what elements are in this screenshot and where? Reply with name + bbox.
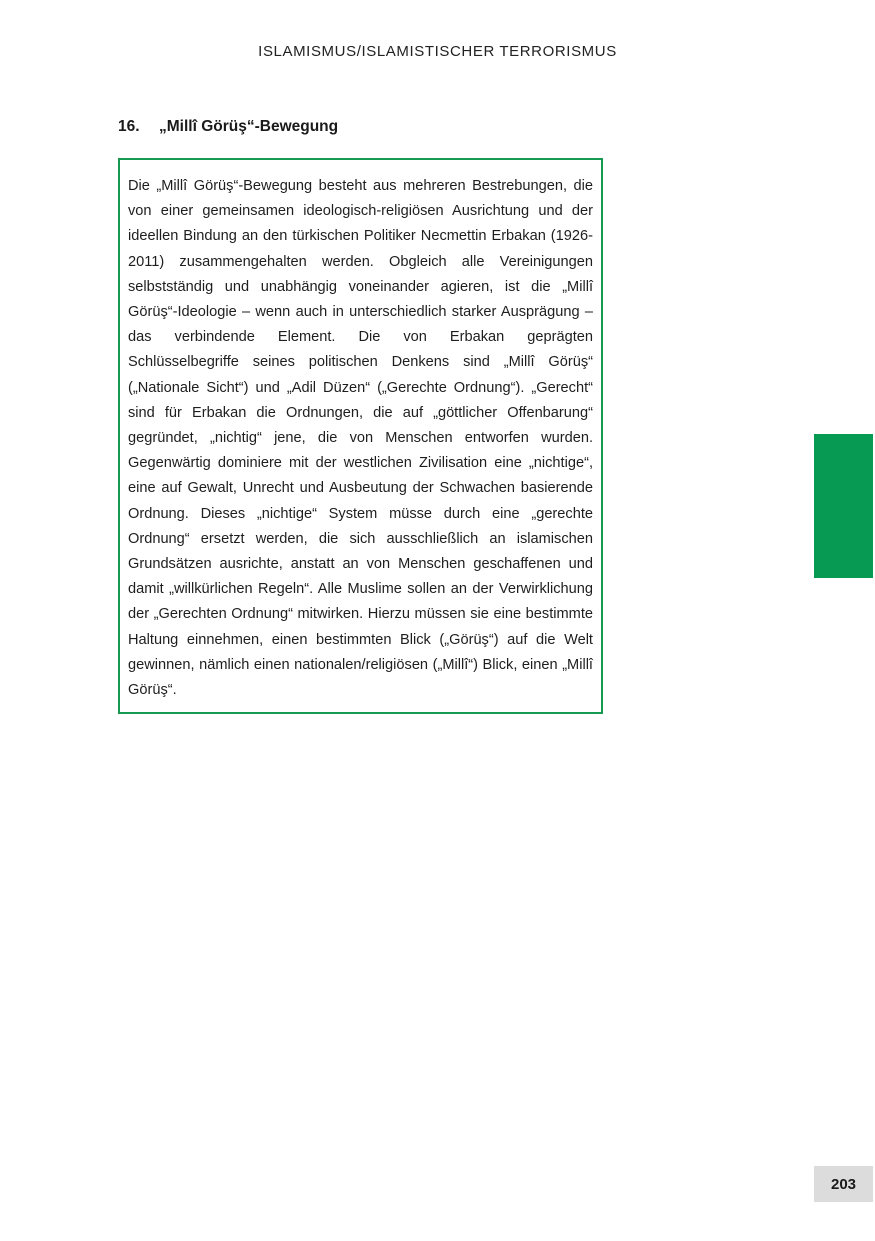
chapter-marker-tab	[814, 434, 873, 578]
section-heading	[118, 118, 338, 136]
running-header: ISLAMISMUS/ISLAMISTISCHER TERRORISMUS	[258, 43, 617, 60]
section-number: 16.	[118, 118, 140, 135]
info-box	[118, 158, 603, 714]
info-box-text: Die „Millî Görüş“-Bewegung besteht aus mehreren Bestrebungen, die von einer gemeinsamen ideologisch-religiösen Ausrichtung und der ideellen Bindung an den türkischen Politiker Necmettin Erbakan (1926-2011) zusammengehalten werden. Obgleich alle Vereinigungen selbstständig und unabhängig voneinander agieren, ist die „Millî Görüş“-Ideologie – wenn auch in unterschiedlich starker Ausprägung – das verbindende Element. Die von Erbakan geprägten Schlüsselbegriffe seines politischen Denkens sind „Millî Görüş“ („Nationale Sicht“) und „Adil Düzen“ („Gerechte Ordnung“). „Gerecht“ sind für Erbakan die Ordnungen, die auf „göttlicher Offenbarung“ gegründet, „nichtig“ jene, die von Menschen entworfen wurden. Gegenwärtig dominiere mit der westlichen Zivilisation eine „nichtige“, eine auf Gewalt, Unrecht und Ausbeutung der Schwachen basierende Ordnung. Dieses „nichtige“ System müsse durch eine „gerechte Ordnung“ ersetzt werden, die sich ausschließlich an islamischen Grundsätzen ausrichte, anstatt an von Menschen geschaffenen und damit „willkürlichen Regeln“. Alle Muslime sollen an der Verwirklichung der „Gerechten Ordnung“ mitwirken. Hierzu müssen sie eine bestimmte Haltung einnehmen, einen bestimmten Blick („Görüş“) auf die Welt gewinnen, nämlich einen nationalen/religiösen („Millî“) Blick, einen „Millî Görüş“.	[128, 178, 593, 699]
section-title: „Millî Görüş“-Bewegung	[159, 118, 339, 135]
page-number: 203	[814, 1166, 873, 1202]
